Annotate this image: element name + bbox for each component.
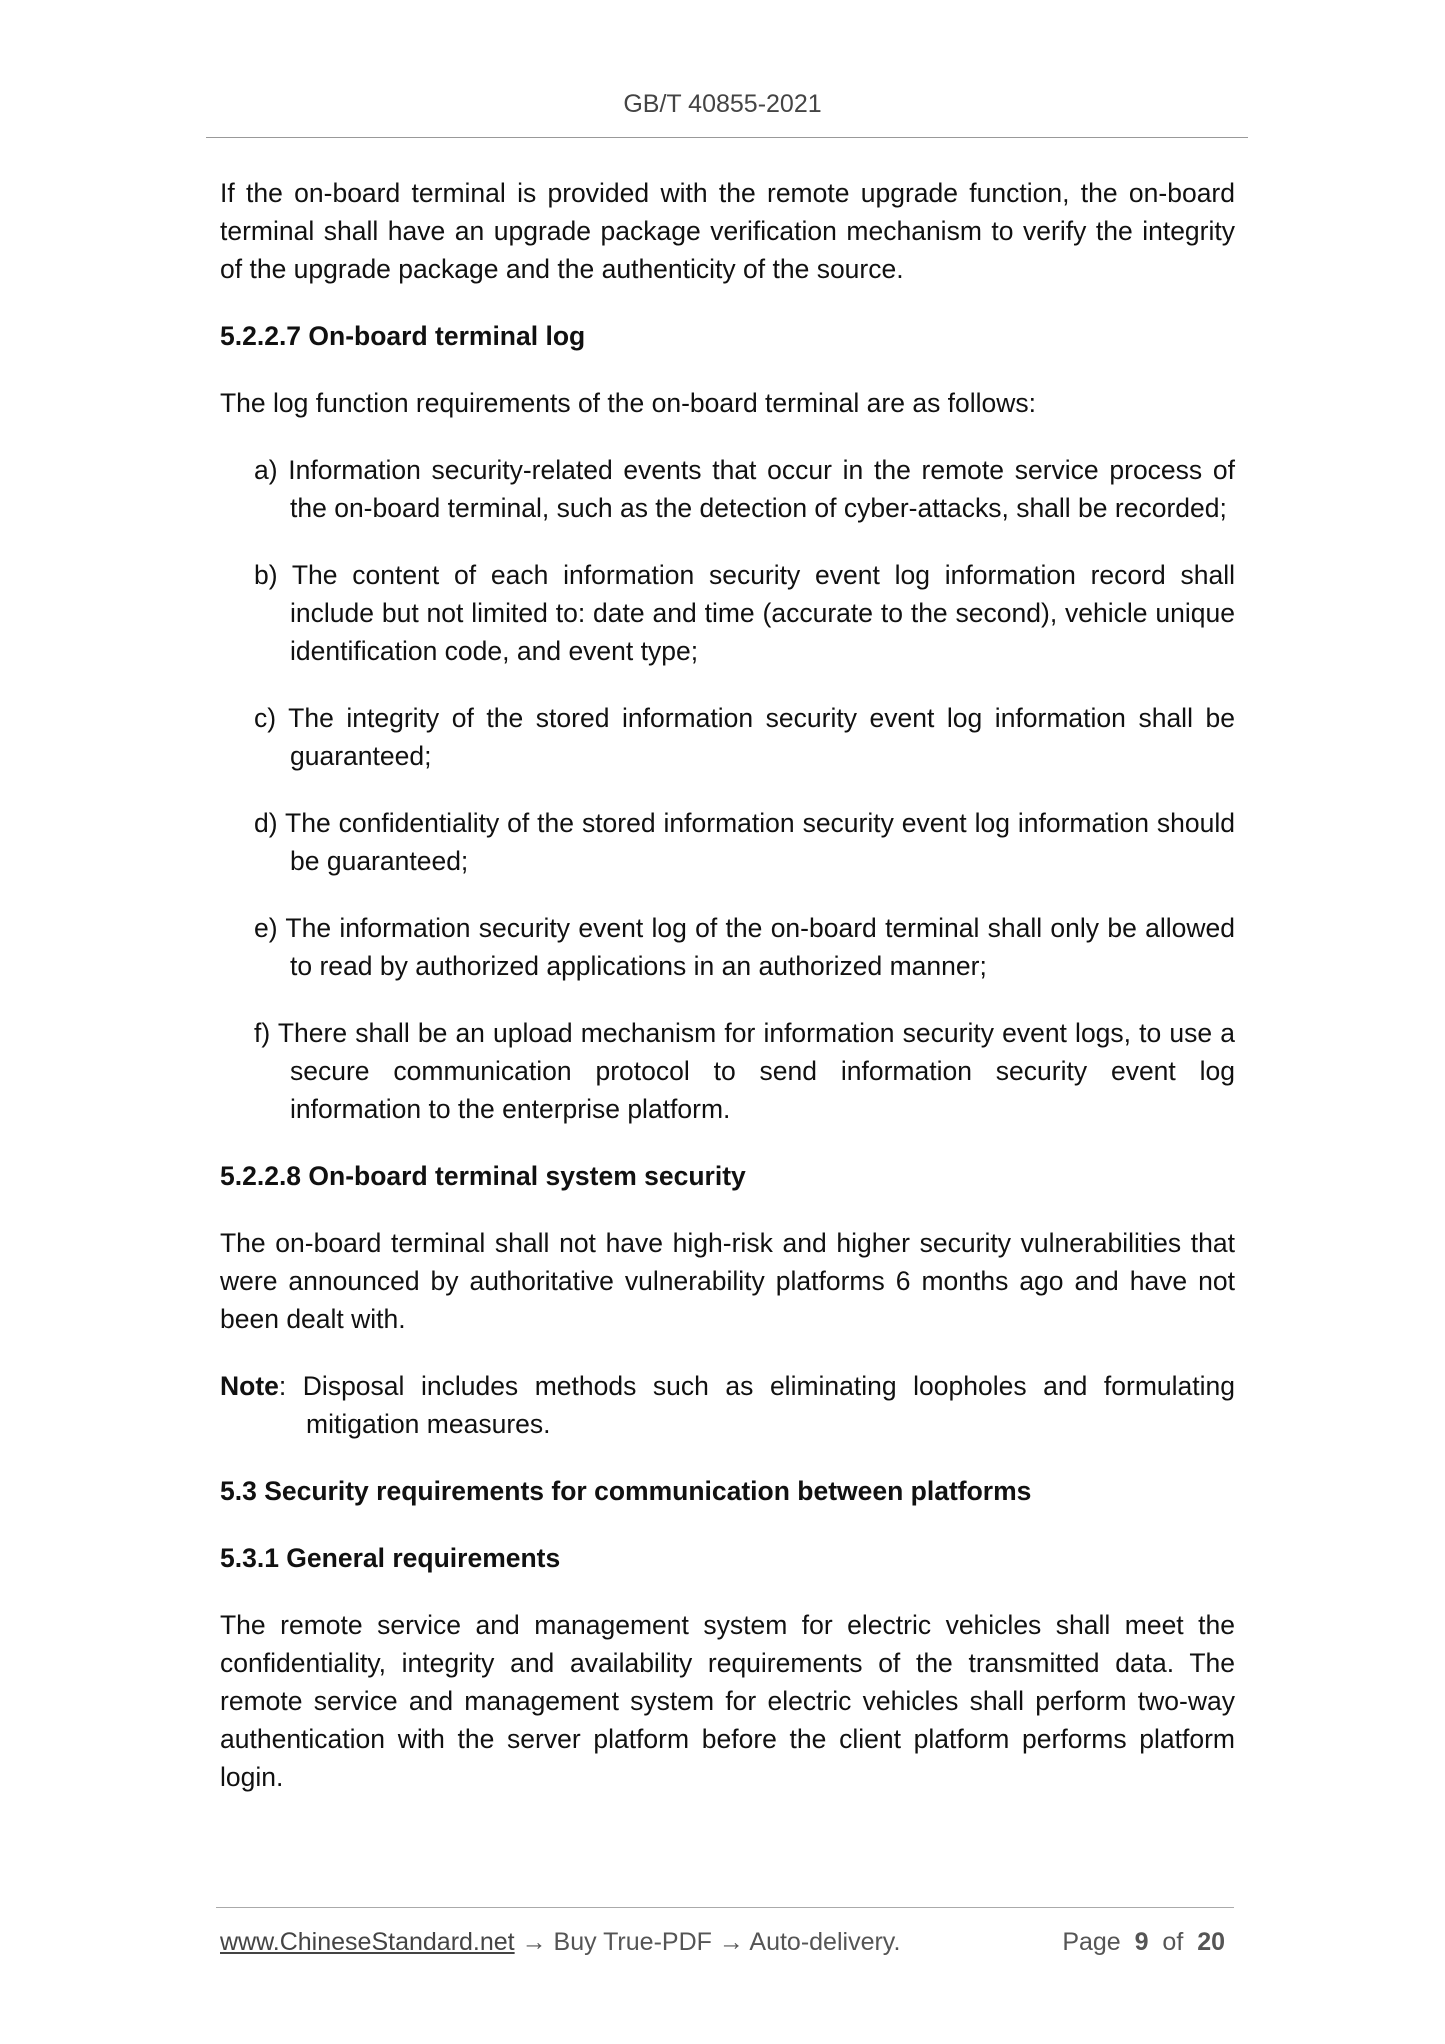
note-label: Note	[220, 1371, 279, 1401]
of-label: of	[1162, 1928, 1184, 1956]
section-heading-53: 5.3 Security requirements for communication between platforms	[220, 1476, 1032, 1506]
footer-promo-text: → Buy True-PDF → Auto-delivery.	[514, 1928, 901, 1956]
standard-code-header: GB/T 40855-2021	[623, 90, 822, 118]
disposal-note	[220, 1367, 1235, 1443]
general-requirements-paragraph: The remote service and management system for electric vehicles shall meet the confidentiality, integrity and availability requirements of the transmitted data. The remote service and management system for electric vehicles shall perform two-way authentication with the server platform before the client platform performs platform login.	[220, 1610, 1235, 1792]
log-requirement-item-a: a) Information security-related events that occur in the remote service process of the on-board terminal, such as the detection of cyber-attacks, shall be recorded;	[254, 455, 1235, 523]
website-link[interactable]: www.ChineseStandard.net	[220, 1928, 515, 1956]
note-text: : Disposal includes methods such as eliminating loopholes and formulating mitigation measures.	[278, 1371, 1235, 1439]
page-total: 20	[1197, 1928, 1225, 1956]
log-requirement-item-f: f) There shall be an upload mechanism for information security event logs, to use a secure communication protocol to send information security event log information to the enterprise platform.	[254, 1018, 1235, 1124]
log-requirement-item-e: e) The information security event log of the on-board terminal shall only be allowed to read by authorized applications in an authorized manner;	[254, 913, 1235, 981]
section-heading-5228: 5.2.2.8 On-board terminal system security	[220, 1161, 746, 1191]
log-requirement-item-b: b) The content of each information security event log information record shall include but not limited to: date and time (accurate to the second), vehicle unique identification code, and event type;	[254, 560, 1235, 666]
section-heading-5227: 5.2.2.7 On-board terminal log	[220, 321, 586, 351]
header-divider	[206, 137, 1248, 138]
log-requirement-item-d: d) The confidentiality of the stored information security event log information should be guaranteed;	[254, 808, 1235, 876]
system-security-paragraph: The on-board terminal shall not have high-risk and higher security vulnerabilities that were announced by authoritative vulnerability platforms 6 months ago and have not been dealt with.	[220, 1228, 1235, 1334]
footer-promo	[220, 1925, 900, 1959]
page-indicator	[1062, 1925, 1225, 1959]
upgrade-verification-paragraph: If the on-board terminal is provided with the remote upgrade function, the on-board terminal shall have an upgrade package verification mechanism to verify the integrity of the upgrade package and the authenticity of the source.	[220, 178, 1235, 284]
page-label: Page	[1062, 1928, 1121, 1956]
page-content	[220, 174, 1235, 1825]
log-requirements-lead: The log function requirements of the on-board terminal are as follows:	[220, 388, 1037, 418]
page-number: 9	[1134, 1928, 1149, 1956]
section-heading-531: 5.3.1 General requirements	[220, 1543, 561, 1573]
footer-divider	[216, 1907, 1234, 1908]
log-requirement-item-c: c) The integrity of the stored information security event log information shall be guaranteed;	[254, 703, 1235, 771]
